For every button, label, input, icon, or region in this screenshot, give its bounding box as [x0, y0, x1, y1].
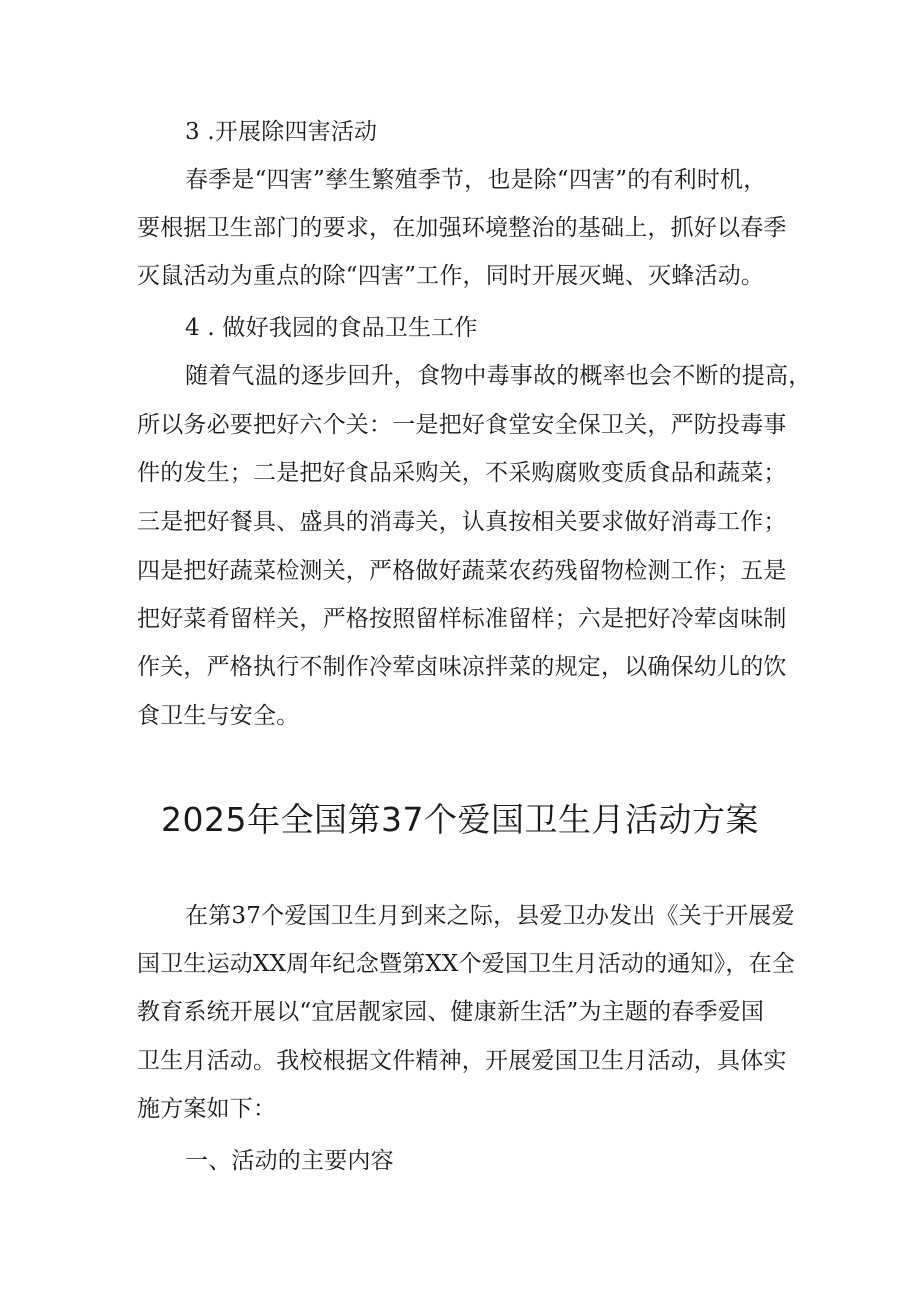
- section-3-heading: 3 .开展除四害活动: [185, 119, 378, 145]
- section-4-heading: 4 . 做好我园的食品卫生工作: [185, 315, 478, 341]
- paragraph-line: 三是把好餐具、盛具的消毒关，认真按相关要求做好消毒工作；: [137, 509, 787, 535]
- paragraph-line: 灭鼠活动为重点的除“四害”工作，同时开展灭蝇、灭蜂活动。: [137, 263, 765, 289]
- paragraph-line: 作关，严格执行不制作冷荤卤味凉拌菜的规定，以确保幼儿的饮: [137, 654, 787, 680]
- intro-line: 卫生月活动。我校根据文件精神，开展爱国卫生月活动，具体实: [137, 1048, 787, 1074]
- paragraph-line: 要根据卫生部门的要求，在加强环境整治的基础上，抓好以春季: [137, 215, 787, 241]
- paragraph-line: 春季是“四害”孳生繁殖季节，也是除“四害”的有利时机，: [185, 167, 767, 193]
- paragraph-line: 件的发生；二是把好食品采购关，不采购腐败变质食品和蔬菜；: [137, 460, 787, 486]
- paragraph-line: 食卫生与安全。: [137, 703, 300, 729]
- intro-line: 在第37个爱国卫生月到来之际，县爱卫办发出《关于开展爱: [185, 903, 795, 929]
- section-1-heading: 一、活动的主要内容: [185, 1148, 394, 1174]
- intro-line: 国卫生运动XX周年纪念暨第XX个爱国卫生月活动的通知》，在全: [137, 951, 795, 977]
- paragraph-line: 随着气温的逐步回升，食物中毒事故的概率也会不断的提高，: [185, 363, 812, 389]
- paragraph-line: 所以务必要把好六个关：一是把好食堂安全保卫关，严防投毒事: [137, 412, 787, 438]
- document-title: 2025年全国第37个爱国卫生月活动方案: [161, 800, 759, 839]
- intro-line: 教育系统开展以“宜居靓家园、健康新生活”为主题的春季爱国: [137, 999, 765, 1025]
- paragraph-line: 把好菜肴留样关，严格按照留样标准留样；六是把好冷荤卤味制: [137, 606, 787, 632]
- paragraph-line: 四是把好蔬菜检测关，严格做好蔬菜农药残留物检测工作；五是: [137, 558, 787, 584]
- intro-line: 施方案如下：: [137, 1096, 277, 1122]
